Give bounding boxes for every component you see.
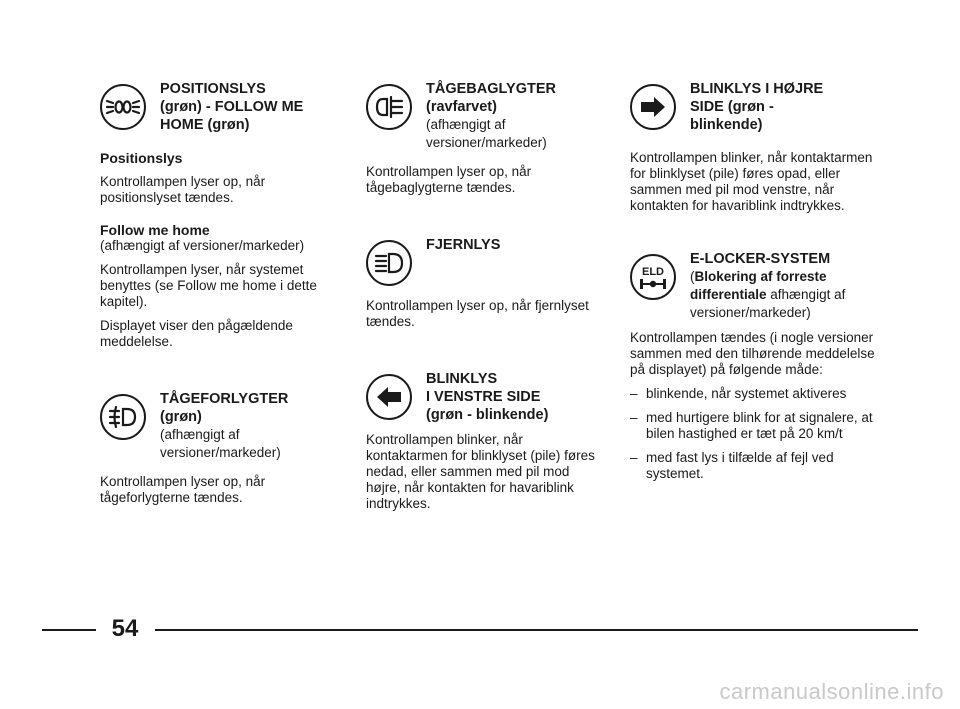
arrow-left-icon [366,374,412,420]
elocker-text: Kontrollampen tændes (i nogle versioner sammen med den tilhørende meddelelse på displayet) på følgende måde: [630,330,875,377]
dash-mark: – [630,386,638,401]
fjernlys-title [426,236,500,254]
column-2 [366,80,596,512]
blinklys-venstre-title-line2: I VENSTRE SIDE [426,389,541,405]
taageforlygter-subtitle-line1: (afhængigt af [160,427,240,442]
front-fog-light-icon [100,394,146,440]
blinklys-venstre-title-line3: (grøn - blinkende) [426,407,549,423]
list-item-text: blinkende, når systemet aktiveres [646,386,847,401]
blinklys-hoejre-text: Kontrollampen blinker, når kontaktarmen for blinklyset (pile) føres opad, eller sammen med pil mod venstre, når kontakten for havariblink indtrykkes. [630,150,873,213]
elocker-title-line1: E-LOCKER-SYSTEM [690,251,831,267]
taagebaglygter-title-line1: TÅGEBAGLYGTER [426,81,556,97]
column-3 [630,80,880,482]
positionslys-header [100,80,340,134]
taagebaglygter-header [366,80,596,152]
footer-rule-right [155,629,918,631]
fjernlys-title-line1: FJERNLYS [426,237,501,253]
elocker-paren: ( [690,269,695,284]
taageforlygter-text: Kontrollampen lyser op, når tågeforlygterne tændes. [100,474,266,505]
taagebaglygter-title-line2: (ravfarvet) [426,99,497,115]
elocker-title-line2 [690,268,845,286]
elocker-title-line4: versioner/markeder) [690,305,811,320]
blinklys-hoejre-header [630,80,880,134]
taageforlygter-subtitle-line2: versioner/markeder) [160,445,281,460]
follow-me-home-display-text: Displayet viser den pågældende meddelelse. [100,318,293,349]
fjernlys-header [366,236,596,286]
list-item [630,386,880,402]
follow-me-home-text: Kontrollampen lyser, når systemet benyttes (se Follow me home i dette kapitel). [100,262,317,309]
eld-label: ELD [642,265,664,278]
positionslys-title [160,80,303,134]
differential-lock-icon [630,254,676,300]
blinklys-hoejre-title-line1: BLINKLYS I HØJRE [690,81,824,97]
taageforlygter-title-line2: (grøn) [160,409,202,425]
axle-icon [638,278,668,290]
elocker-title-bold-1: Blokering af forreste [694,269,827,284]
fjernlys-text: Kontrollampen lyser op, når fjernlyset tændes. [366,298,589,329]
list-item [630,410,880,442]
taagebaglygter-subtitle-line2: versioner/markeder) [426,135,547,150]
elocker-header [630,250,880,322]
high-beam-icon [366,240,412,286]
elocker-list [630,386,880,482]
elocker-title-rest: afhængigt af [766,287,846,302]
taageforlygter-header [100,390,340,462]
taageforlygter-title [160,390,288,462]
taagebaglygter-title [426,80,556,152]
blinklys-hoejre-title [690,80,823,134]
blinklys-hoejre-title-line2: SIDE (grøn - [690,99,774,115]
watermark: carmanualsonline.info [719,679,944,704]
list-item [630,450,880,482]
follow-me-home-availability: (afhængigt af versioner/markeder) [100,238,305,253]
column-1 [100,80,340,506]
blinklys-venstre-text: Kontrollampen blinker, når kontaktarmen for blinklyset (pile) føres nedad, eller sammen med pil mod højre, når kontakten for havariblink indtrykkes. [366,432,595,511]
blinklys-venstre-header [366,370,596,424]
taagebaglygter-text: Kontrollampen lyser op, når tågebaglygterne tændes. [366,164,532,195]
blinklys-venstre-title-line1: BLINKLYS [426,371,498,387]
list-item-text: med hurtigere blink for at signalere, at bilen hastighed er tæt på 20 km/t [646,410,873,441]
dash-mark: – [630,410,638,425]
list-item-text: med fast lys i tilfælde af fejl ved systemet. [646,450,834,481]
blinklys-venstre-title [426,370,548,424]
arrow-right-icon [630,84,676,130]
footer-rule-left [42,629,96,631]
elocker-title [690,250,845,322]
rear-fog-light-icon [366,84,412,130]
positionslys-title-line3: HOME (grøn) [160,117,250,133]
dash-mark: – [630,450,638,465]
follow-me-home-subheading: Follow me home [100,222,210,238]
page-number: 54 [111,615,139,642]
position-light-icon [100,84,146,130]
positionslys-title-line1: POSITIONSLYS [160,81,266,97]
blinklys-hoejre-title-line3: blinkende) [690,117,763,133]
positionslys-title-line2: (grøn) - FOLLOW ME [160,99,304,115]
positionslys-text: Kontrollampen lyser op, når positionslyset tændes. [100,174,266,205]
positionslys-subheading: Positionslys [100,150,183,166]
taagebaglygter-subtitle-line1: (afhængigt af [426,117,506,132]
taageforlygter-title-line1: TÅGEFORLYGTER [160,391,289,407]
elocker-title-line3 [690,286,845,304]
elocker-title-bold-2: differentiale [690,287,767,302]
